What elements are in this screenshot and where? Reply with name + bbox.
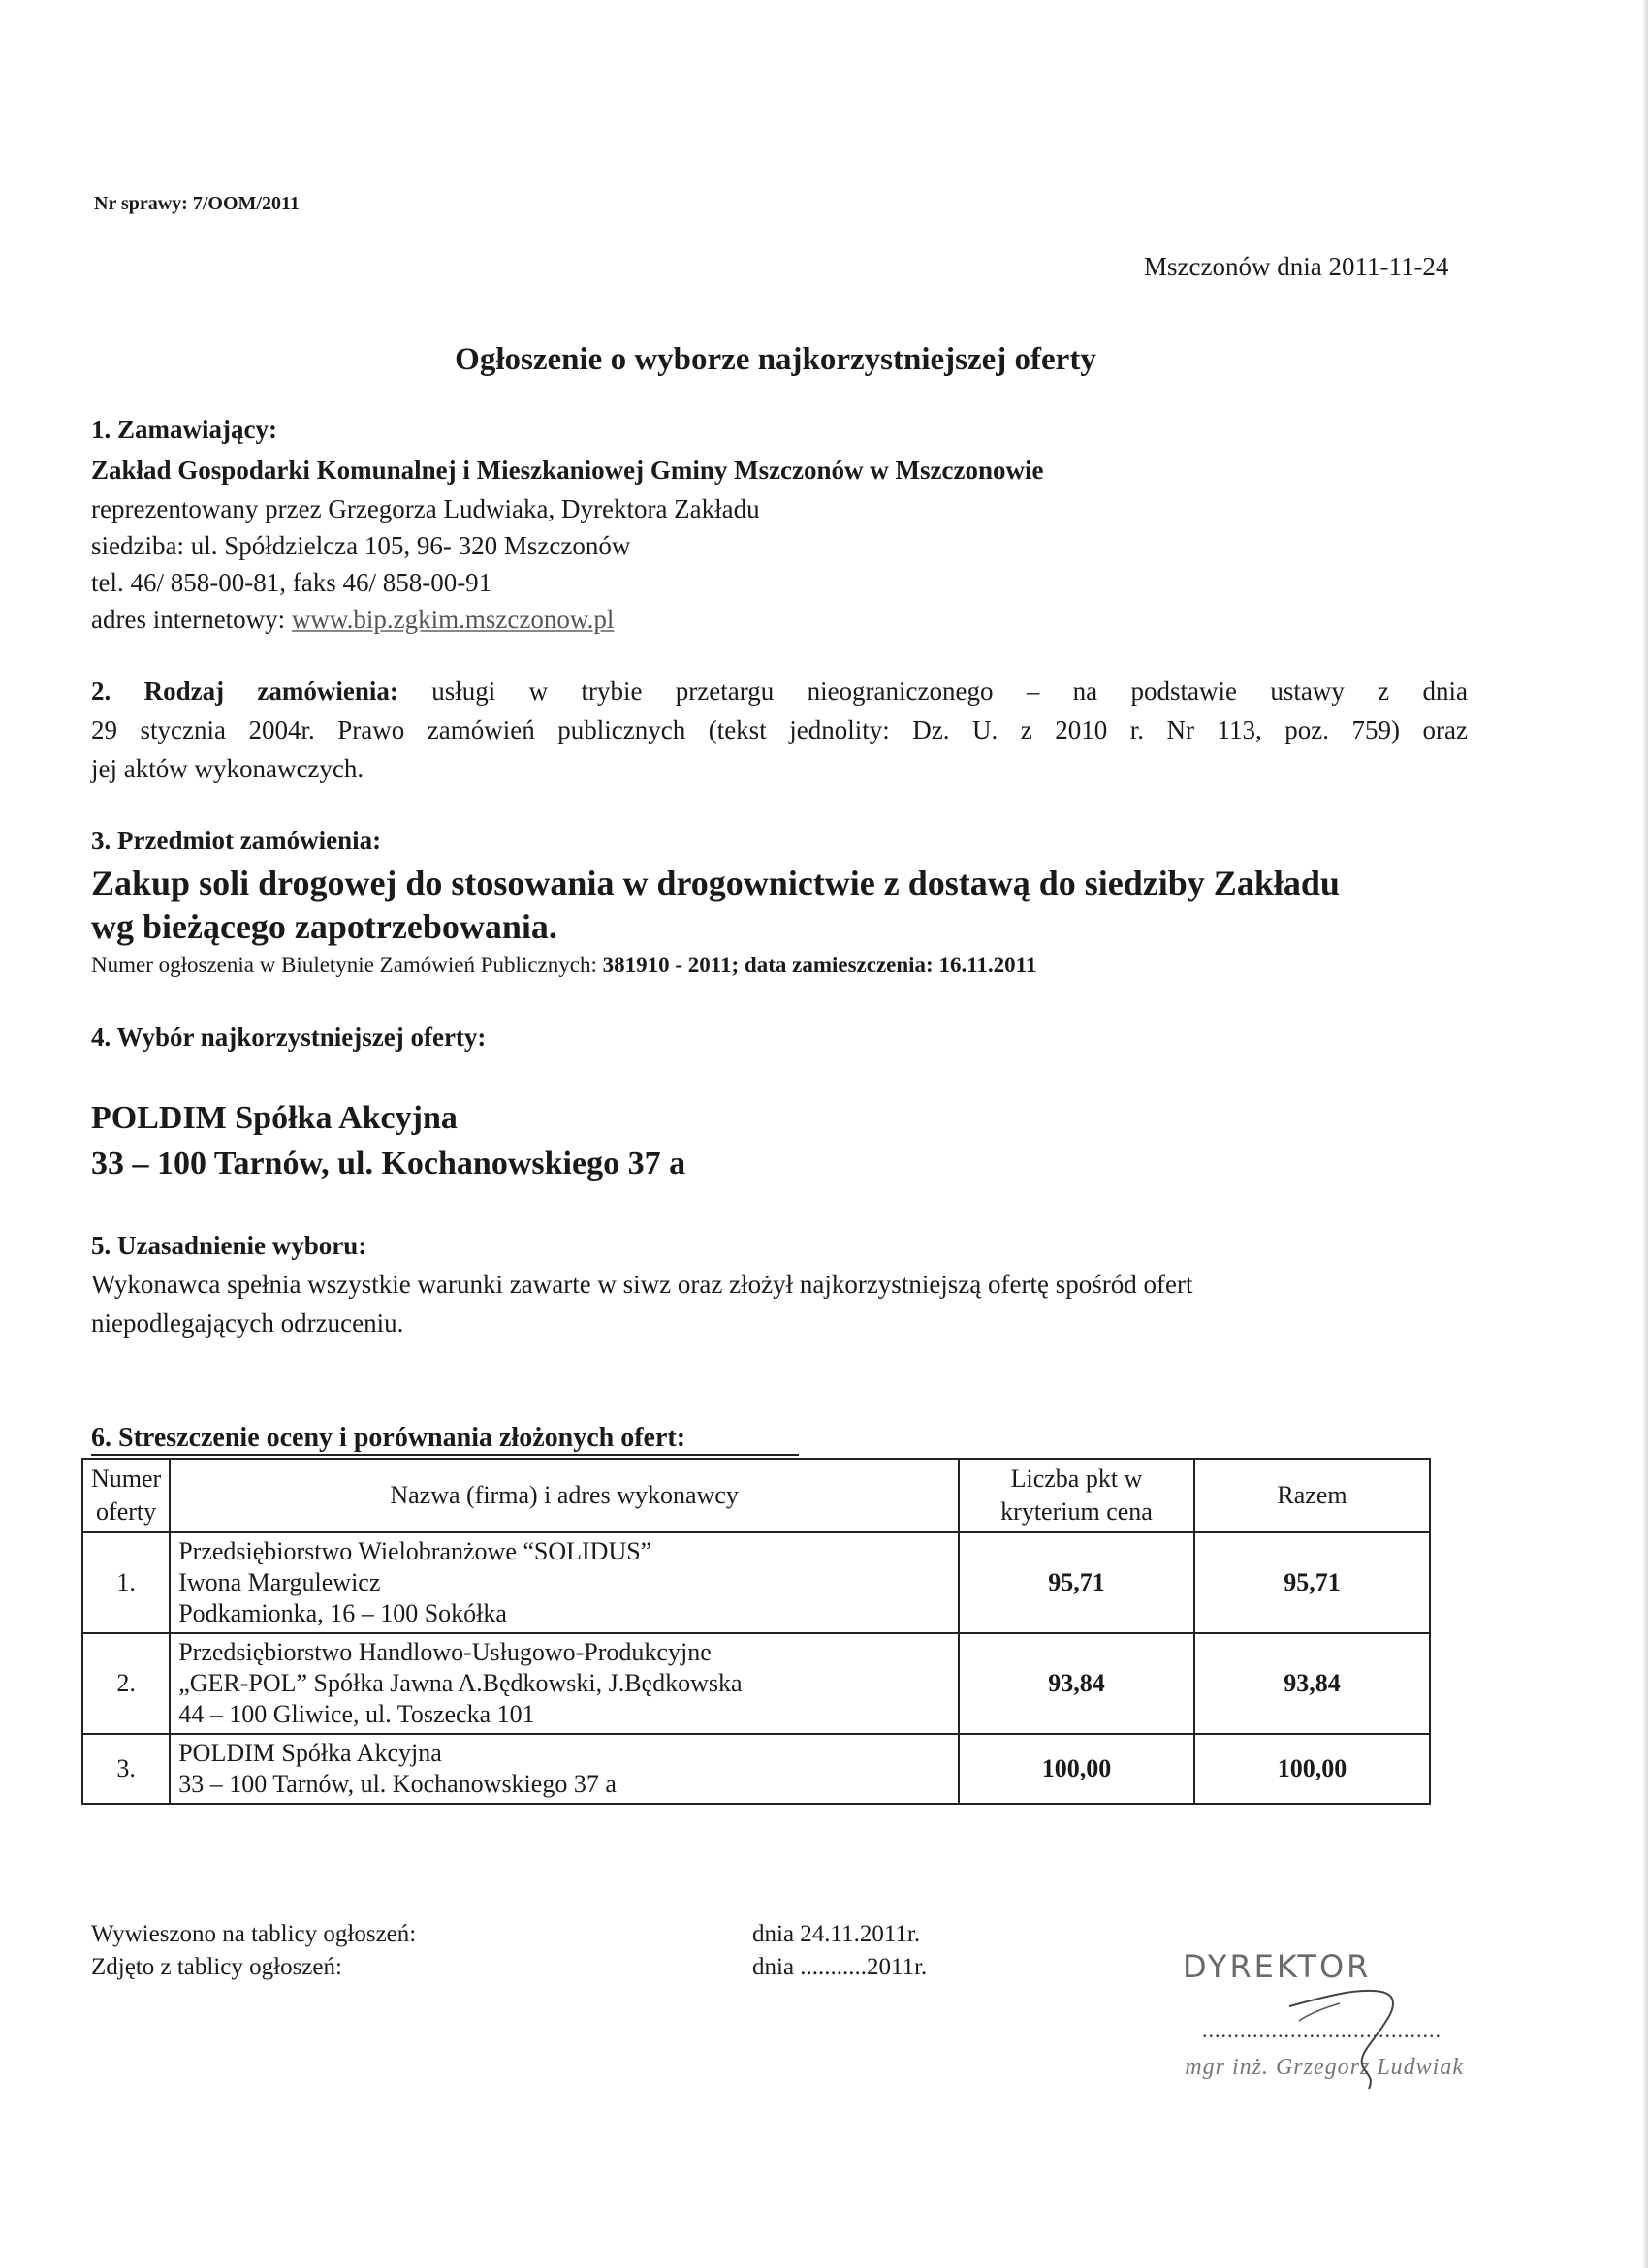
section1-heading: 1. Zamawiający: [91, 415, 277, 444]
table-row [82, 1734, 1430, 1804]
offer-contractor: Przedsiębiorstwo Wielobranżowe “SOLIDUS” Iwona Margulewicz Podkamionka, 16 – 100 Sokółka [170, 1532, 959, 1633]
offer-number: 2. [82, 1633, 170, 1734]
justification-line2: niepodlegających odrzuceniu. [91, 1308, 404, 1338]
removed-date: dnia ...........2011r. [752, 1954, 928, 1980]
subject-line1: Zakup soli drogowej do stosowania w drogownictwie z dostawą do siedziby Zakładu [91, 864, 1340, 902]
contracting-entity: Zakład Gospodarki Komunalnej i Mieszkaniowej Gminy Mszczonów w Mszczonowie [91, 456, 1044, 485]
stamp-name: mgr inż. Grzegorz Ludwiak [1185, 2055, 1464, 2080]
removed-label: Zdjęto z tablicy ogłoszeń: [91, 1954, 342, 1980]
web-address-link[interactable]: www.bip.zgkim.mszczonow.pl [291, 605, 615, 634]
subject-line2: wg bieżącego zapotrzebowania. [91, 907, 557, 946]
winner-name: POLDIM Spółka Akcyjna [91, 1100, 458, 1136]
offer-points: 95,71 [959, 1532, 1194, 1633]
section2-heading: 2. Rodzaj zamówienia: [91, 677, 398, 706]
web-address-label: adres internetowy: [91, 605, 292, 634]
section5-heading: 5. Uzasadnienie wyboru: [91, 1231, 367, 1260]
section6-underline [91, 1454, 799, 1456]
winner-address: 33 – 100 Tarnów, ul. Kochanowskiego 37 a [91, 1146, 686, 1181]
offer-points: 100,00 [959, 1734, 1194, 1804]
offer-total: 93,84 [1194, 1633, 1430, 1734]
table-row [82, 1633, 1430, 1734]
section6-heading: 6. Streszczenie oceny i porównania złożonych ofert: [91, 1423, 686, 1453]
section3-heading: 3. Przedmiot zamówienia: [91, 826, 382, 855]
page-title: Ogłoszenie o wyborze najkorzystniejszej oferty [455, 342, 1096, 377]
director-stamp [1105, 1948, 1493, 2123]
place-date: Mszczonów dnia 2011-11-24 [1144, 252, 1449, 281]
section4-heading: 4. Wybór najkorzystniejszej oferty: [91, 1023, 487, 1052]
offer-contractor: Przedsiębiorstwo Handlowo-Usługowo-Produkcyjne „GER-POL” Spółka Jawna A.Będkowski, J.Będkowska 44 – 100 Gliwice, ul. Toszecka 101 [170, 1633, 959, 1734]
scan-edge [1642, 0, 1648, 2268]
section2-line2: 29 stycznia 2004r. Prawo zamówień publicznych (tekst jednolity: Dz. U. z 2010 r. Nr 113, poz. 759) oraz [91, 715, 1468, 744]
col-points-header: Liczba pkt w kryterium cena [959, 1459, 1194, 1532]
offer-total: 100,00 [1194, 1734, 1430, 1804]
posted-date: dnia 24.11.2011r. [752, 1921, 921, 1947]
justification-line1: Wykonawca spełnia wszystkie warunki zawarte w siwz oraz złożył najkorzystniejszą ofertę spośród ofert [91, 1270, 1193, 1299]
section2-line1-text: usługi w trybie przetargu nieograniczonego – na podstawie ustawy z dnia [397, 677, 1468, 706]
seat-address: siedziba: ul. Spółdzielcza 105, 96- 320 Mszczonów [91, 531, 631, 560]
phone-fax: tel. 46/ 858-00-81, faks 46/ 858-00-91 [91, 568, 492, 597]
offer-number: 1. [82, 1532, 170, 1633]
notice-label: Numer ogłoszenia w Biuletynie Zamówień Publicznych: [91, 953, 603, 977]
signature-line: ...................................... [1202, 2018, 1442, 2042]
notice-value: 381910 - 2011; data zamieszczenia: 16.11.2011 [602, 953, 1037, 977]
offers-table-wrap [81, 1458, 1431, 1805]
stamp-title: DYREKTOR [1183, 1948, 1372, 1985]
table-row [82, 1532, 1430, 1633]
represented-by: reprezentowany przez Grzegorza Ludwiaka, Dyrektora Zakładu [91, 494, 760, 523]
col-number-header: Numer oferty [82, 1459, 170, 1532]
table-header-row [82, 1459, 1430, 1532]
offer-points: 93,84 [959, 1633, 1194, 1734]
case-number: Nr sprawy: 7/OOM/2011 [94, 193, 300, 214]
offers-table [81, 1458, 1431, 1805]
posted-label: Wywieszono na tablicy ogłoszeń: [91, 1921, 417, 1947]
col-name-header: Nazwa (firma) i adres wykonawcy [170, 1459, 959, 1532]
offer-total: 95,71 [1194, 1532, 1430, 1633]
notice-line [91, 953, 1036, 978]
web-address-line [91, 605, 614, 635]
col-total-header: Razem [1194, 1459, 1430, 1532]
section2-line1 [91, 677, 1468, 707]
handwritten-signature [1251, 1948, 1406, 2094]
offer-contractor: POLDIM Spółka Akcyjna 33 – 100 Tarnów, ul. Kochanowskiego 37 a [170, 1734, 959, 1804]
section2-line3: jej aktów wykonawczych. [91, 754, 364, 783]
offer-number: 3. [82, 1734, 170, 1804]
